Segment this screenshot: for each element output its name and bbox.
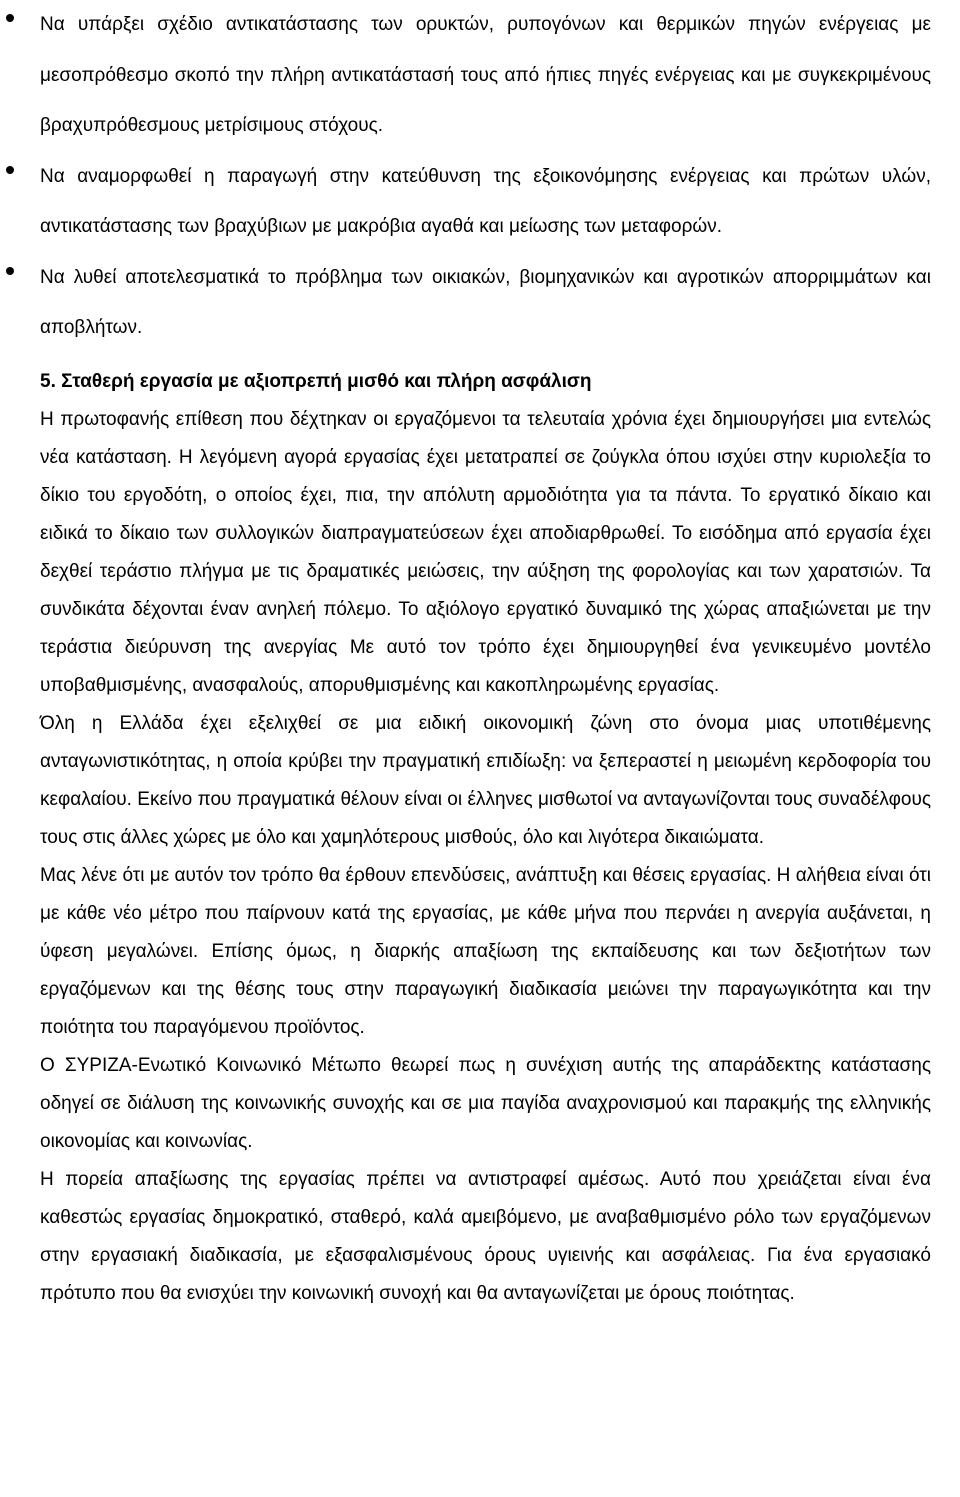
bullet-list	[40, 0, 931, 354]
bullet-text: Να λυθεί αποτελεσματικά το πρόβλημα των οικιακών, βιομηχανικών και αγροτικών απορριμμάτων και αποβλήτων.	[40, 266, 931, 338]
paragraph: Η πορεία απαξίωσης της εργασίας πρέπει να αντιστραφεί αμέσως. Αυτό που χρειάζεται είναι ένα καθεστώς εργασίας δημοκρατικό, σταθερό, καλά αμειβόμενο, με αναβαθμισμένο ρόλο των εργαζόμενων στην εργασιακή διαδικασία, με εξασφαλισμένους όρους υγιεινής και ασφάλειας. Για ένα εργασιακό πρότυπο που θα ενισχύει την κοινωνική συνοχή και θα ανταγωνίζεται με όρους ποιότητας.	[40, 1169, 931, 1304]
paragraph: Μας λένε ότι με αυτόν τον τρόπο θα έρθουν επενδύσεις, ανάπτυξη και θέσεις εργασίας. Η αλήθεια είναι ότι με κάθε νέο μέτρο που παίρνουν κατά της εργασίας, με κάθε μήνα που περνάει η ανεργία αυξάνεται, η ύφεση μεγαλώνει. Επίσης όμως, η διαρκής απαξίωση της εκπαίδευσης και των δεξιοτήτων των εργαζόμενων και της θέσης τους στην παραγωγική διαδικασία μειώνει την παραγωγικότητα και την ποιότητα του παραγόμενου προϊόντος.	[40, 865, 931, 1038]
bullet-item	[40, 0, 931, 152]
bullet-text: Να υπάρξει σχέδιο αντικατάστασης των ορυκτών, ρυπογόνων και θερμικών πηγών ενέργειας με μεσοπρόθεσμο σκοπό την πλήρη αντικατάστασή τους από ήπιες πηγές ενέργειας και με συγκεκριμένους βραχυπρόθεσμους μετρίσιμους στόχους.	[40, 14, 931, 136]
paragraph: Ο ΣΥΡΙΖΑ-Ενωτικό Κοινωνικό Μέτωπο θεωρεί πως η συνέχιση αυτής της απαράδεκτης κατάστασης οδηγεί σε διάλυση της κοινωνικής συνοχής και σε μια παγίδα αναχρονισμού και παρακμής της ελληνικής οικονομίας και κοινωνίας.	[40, 1055, 931, 1152]
section-heading: 5. Σταθερή εργασία με αξιοπρεπή μισθό και πλήρη ασφάλιση	[40, 371, 592, 392]
bullet-item	[40, 253, 931, 354]
bullet-dot-icon	[6, 14, 14, 22]
paragraph: Όλη η Ελλάδα έχει εξελιχθεί σε μια ειδική οικονομική ζώνη στο όνομα μιας υποτιθέμενης ανταγωνιστικότητας, η οποία κρύβει την πραγματική επιδίωξη: να ξεπεραστεί η μειωμένη κερδοφορία του κεφαλαίου. Εκείνο που πραγματικά θέλουν είναι οι έλληνες μισθωτοί να ανταγωνίζονται τους συναδέλφους τους στις άλλες χώρες με όλο και χαμηλότερους μισθούς, όλο και λιγότερα δικαιώματα.	[40, 713, 931, 848]
paragraph: Η πρωτοφανής επίθεση που δέχτηκαν οι εργαζόμενοι τα τελευταία χρόνια έχει δημιουργήσει μια εντελώς νέα κατάσταση. Η λεγόμενη αγορά εργασίας έχει μετατραπεί σε ζούγκλα όπου ισχύει στην κυριολεξία το δίκιο του εργοδότη, ο οποίος έχει, πια, την απόλυτη αρμοδιότητα για τα πάντα. Το εργατικό δίκαιο και ειδικά το δίκαιο των συλλογικών διαπραγματεύσεων έχει αποδιαρθρωθεί. Το εισόδημα από εργασία έχει δεχθεί τεράστιο πλήγμα με τις δραματικές μειώσεις, την αύξηση της φορολογίας και των χαρατσιών. Τα συνδικάτα δέχονται έναν ανηλεή πόλεμο. Το αξιόλογο εργατικό δυναμικό της χώρας απαξιώνεται με την τεράστια διεύρυνση της ανεργίας Με αυτό τον τρόπο έχει δημιουργηθεί ένα γενικευμένο μοντέλο υποβαθμισμένης, ανασφαλούς, απορυθμισμένης και κακοπληρωμένης εργασίας.	[40, 409, 931, 696]
bullet-dot-icon	[6, 267, 14, 275]
bullet-text: Να αναμορφωθεί η παραγωγή στην κατεύθυνση της εξοικονόμησης ενέργειας και πρώτων υλών, αντικατάστασης των βραχύβιων με μακρόβια αγαθά και μείωσης των μεταφορών.	[40, 165, 931, 237]
bullet-dot-icon	[6, 166, 14, 174]
section-5	[40, 363, 931, 1313]
bullet-item	[40, 152, 931, 253]
